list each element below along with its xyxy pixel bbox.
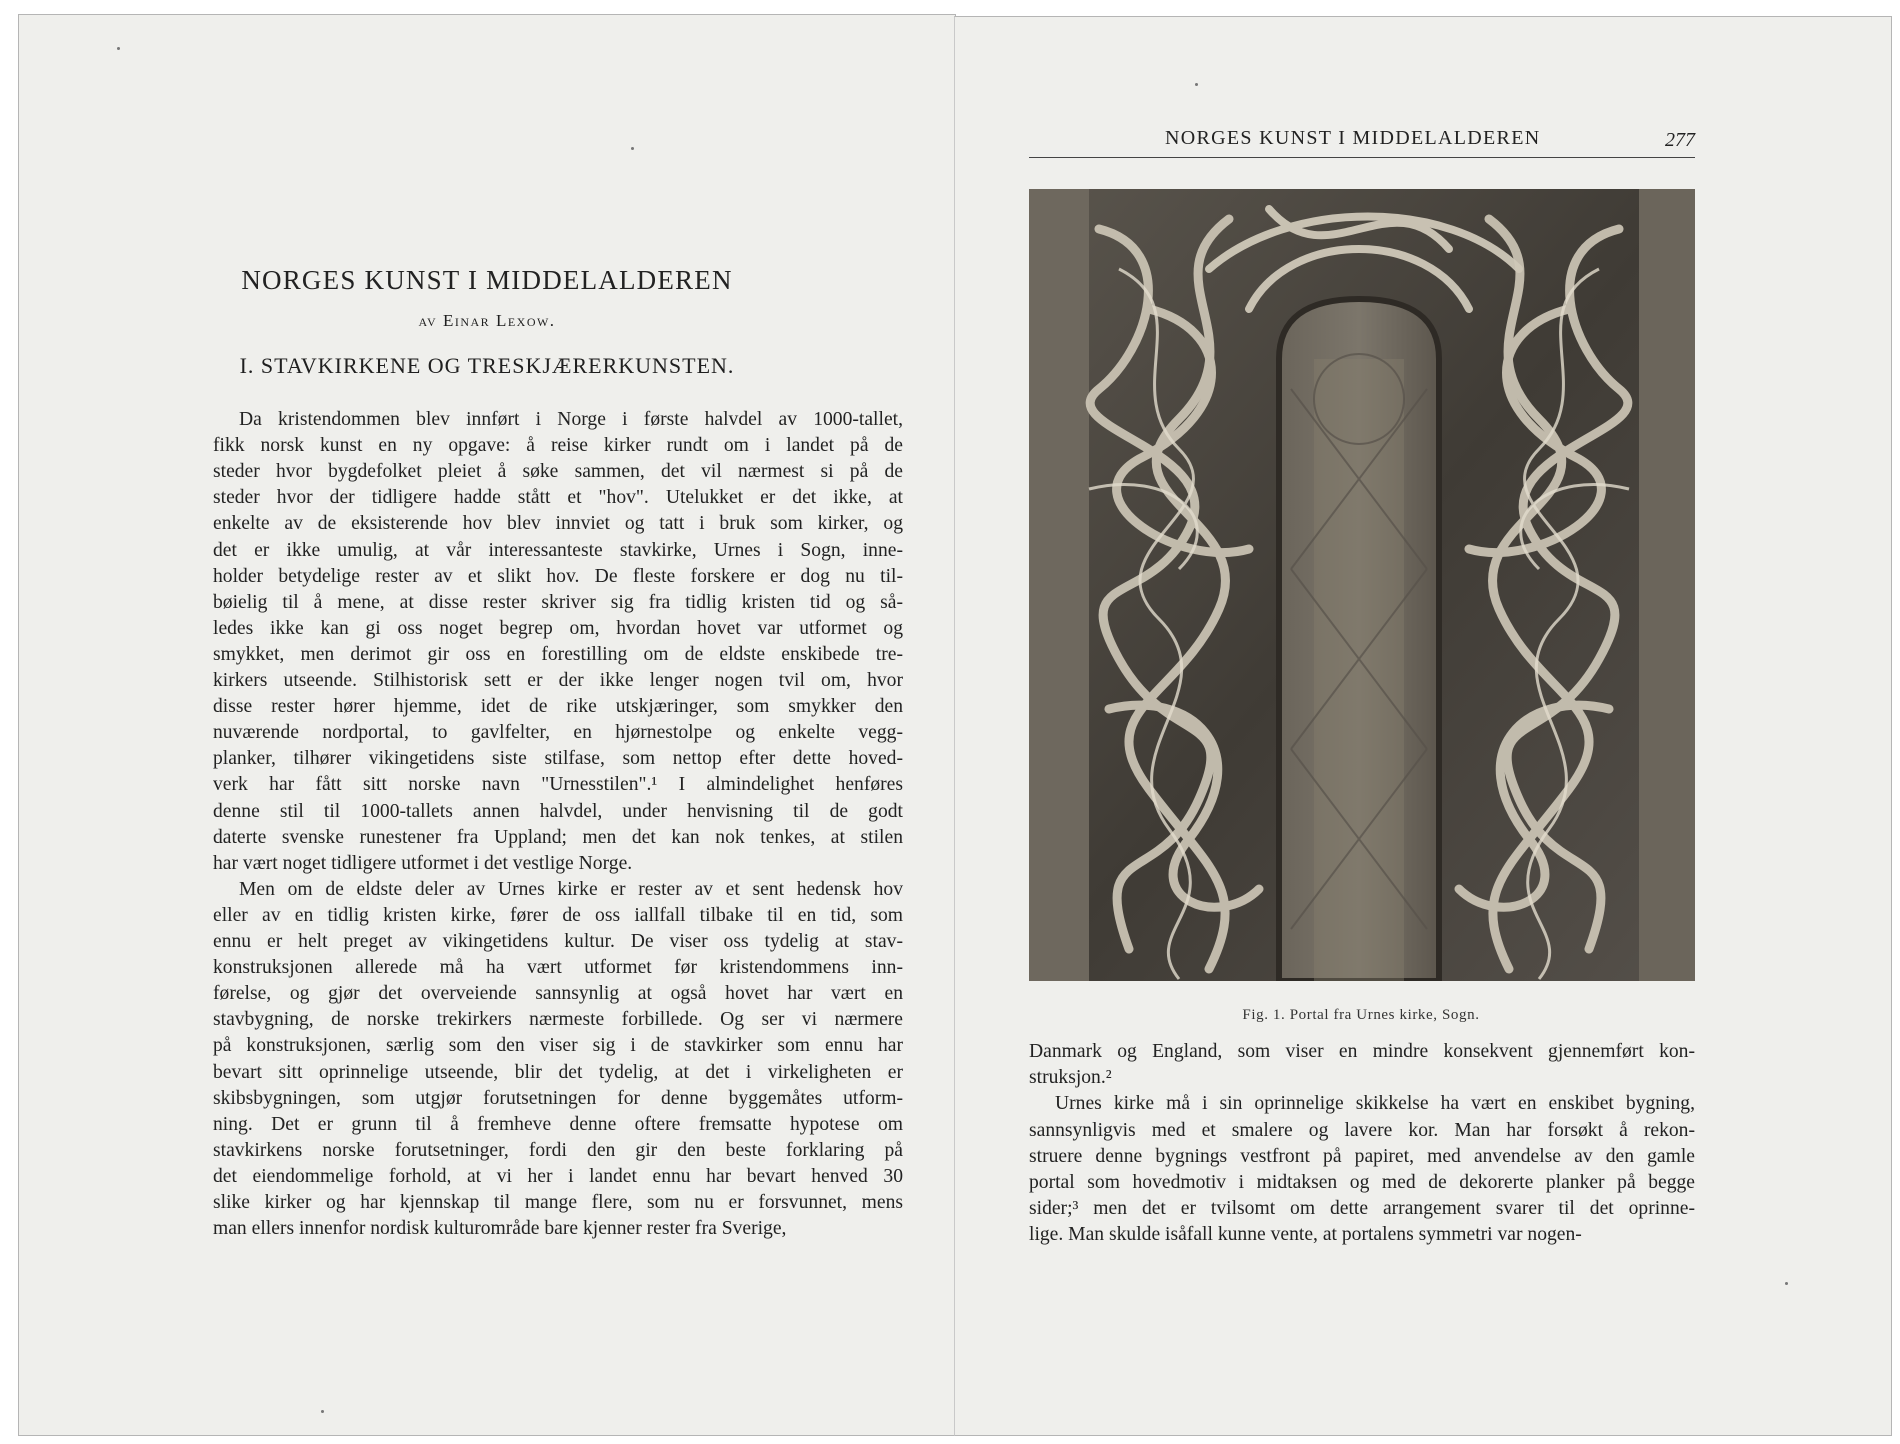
text-line: kirkers utseende. Stilhistorisk sett er der ikke lenger nogen tvil om, hvor	[213, 670, 903, 691]
paper-speck	[1195, 83, 1198, 86]
text-line: stavkirkens norske forutsetninger, fordi den gir den beste forklaring på	[213, 1139, 903, 1161]
text-line: Men om de eldste deler av Urnes kirke er rester av et sent hedensk hov	[239, 878, 903, 900]
text-line: førelse, og gjør det overveiende sannsynlig at også hovet har vært en	[213, 983, 903, 1005]
header-rule	[1029, 157, 1695, 158]
text-line: det eiendommelige forhold, at vi her i landet ennu har bevart henved 30	[213, 1165, 903, 1187]
text-line: struere denne bygnings vestfront på papiret, med anvendelse av den gamle	[1029, 1145, 1695, 1167]
text-line: disse rester hører hjemme, idet de rike utskjæringer, som smykker den	[213, 696, 903, 718]
text-line: man ellers innenfor nordisk kulturområde bare kjenner rester fra Sverige,	[213, 1218, 787, 1240]
text-line: nuværende nordportal, to gavlfelter, en hjørnestolpe og enkelte vegg-	[213, 722, 903, 744]
paper-speck	[321, 1410, 324, 1413]
text-line: det er ikke umulig, at vår interessanteste stavkirke, Urnes i Sogn, inne-	[213, 539, 903, 561]
article-title: NORGES KUNST I MIDDELALDEREN	[241, 265, 733, 295]
paper-speck	[631, 147, 634, 150]
text-line: ennu er helt preget av vikingetidens kultur. De viser oss tydelig at stav-	[213, 931, 903, 952]
text-line: Da kristendommen blev innført i Norge i første halvdel av 1000-tallet,	[239, 409, 903, 430]
text-line: stavbygning, de norske trekirkers nærmeste forbillede. Og ser vi nærmere	[213, 1009, 903, 1031]
text-line: sannsynligvis med et smalere og lavere kor. Man har forsøkt å rekon-	[1029, 1119, 1695, 1141]
text-line: steder hvor der tidligere hadde stått et "hov". Utelukket er det ikke, at	[213, 487, 903, 509]
text-line: holder betydelige rester av et slikt hov. De fleste forskere er dog nu til-	[213, 565, 903, 587]
text-line: lige. Man skulde isåfall kunne vente, at portalens symmetri var nogen-	[1029, 1224, 1582, 1246]
text-line: fikk norsk kunst en ny opgave: å reise kirker rundt om i landet på de	[213, 435, 903, 457]
text-line: sider;³ men det er tvilsomt om dette arrangement svarer til det oprinne-	[1029, 1198, 1695, 1220]
portal-carving-photo	[1029, 189, 1695, 981]
text-line: konstruksjonen allerede må ha vært utformet før kristendommens inn-	[213, 957, 903, 979]
text-line: skibsbygningen, som utgjør forutsetningen for denne byggemåtes utform-	[213, 1087, 903, 1109]
urnes-portal-illustration	[1029, 189, 1695, 981]
figure-caption: Fig. 1. Portal fra Urnes kirke, Sogn.	[1242, 1007, 1480, 1023]
text-line: eller av en tidlig kristen kirke, fører de oss iallfall tilbake til en tid, som	[213, 904, 903, 926]
text-line: enkelte av de eksisterende hov blev innviet og tatt i bruk som kirker, og	[213, 513, 903, 535]
author-byline: av Einar Lexow.	[418, 311, 556, 330]
page-number: 277	[1665, 129, 1695, 151]
text-line: bøielig til å mene, at disse rester skriver sig fra tidlig kristen tid og så-	[213, 591, 903, 613]
running-head: NORGES KUNST I MIDDELALDEREN	[1165, 127, 1541, 149]
text-line: planker, tilhører vikingetidens siste stilfase, som nettop efter dette hoved-	[213, 748, 903, 770]
text-line: verk har fått sitt norske navn "Urnesstilen".¹ I almindelighet henføres	[213, 774, 903, 796]
text-line: har vært noget tidligere utformet i det vestlige Norge.	[213, 852, 633, 874]
text-line: denne stil til 1000-tallets annen halvdel, under henvisning til de godt	[213, 800, 903, 822]
text-line: portal som hovedmotiv i midtaksen og med de dekorerte planker på begge	[1029, 1172, 1695, 1193]
text-line: smykket, men derimot gir oss en forestilling om de eldste enskibede tre-	[213, 643, 903, 665]
text-line: ning. Det er grunn til å fremheve denne oftere fremsatte hypotese om	[213, 1113, 903, 1135]
text-line: steder hvor bygdefolket pleiet å søke sammen, det vil nærmest si på de	[213, 461, 903, 483]
text-line: ledes ikke kan gi oss noget begrep om, hvordan hovet var utformet og	[213, 617, 903, 639]
section-heading: I. STAVKIRKENE OG TRESKJÆRERKUNSTEN.	[239, 353, 735, 378]
text-line: Urnes kirke må i sin oprinnelige skikkelse ha vært en enskibet bygning,	[1055, 1093, 1695, 1115]
text-line: Danmark og England, som viser en mindre konsekvent gjennemført kon-	[1029, 1041, 1695, 1062]
paper-speck	[117, 47, 120, 50]
text-line: struksjon.²	[1029, 1067, 1112, 1089]
left-page	[18, 14, 956, 1436]
text-line: bevart sitt oprinnelige utseende, blir det tydelig, at det i virkeligheten er	[213, 1061, 903, 1083]
right-page	[954, 16, 1892, 1436]
text-line: slike kirker og har kjennskap til mange flere, som nu er forsvunnet, mens	[213, 1192, 903, 1213]
paper-speck	[1785, 1282, 1788, 1285]
text-line: på konstruksjonen, særlig som den viser sig i de stavkirker som ennu har	[213, 1035, 903, 1057]
text-line: daterte svenske runestener fra Uppland; men det kan nok tenkes, at stilen	[213, 826, 903, 848]
